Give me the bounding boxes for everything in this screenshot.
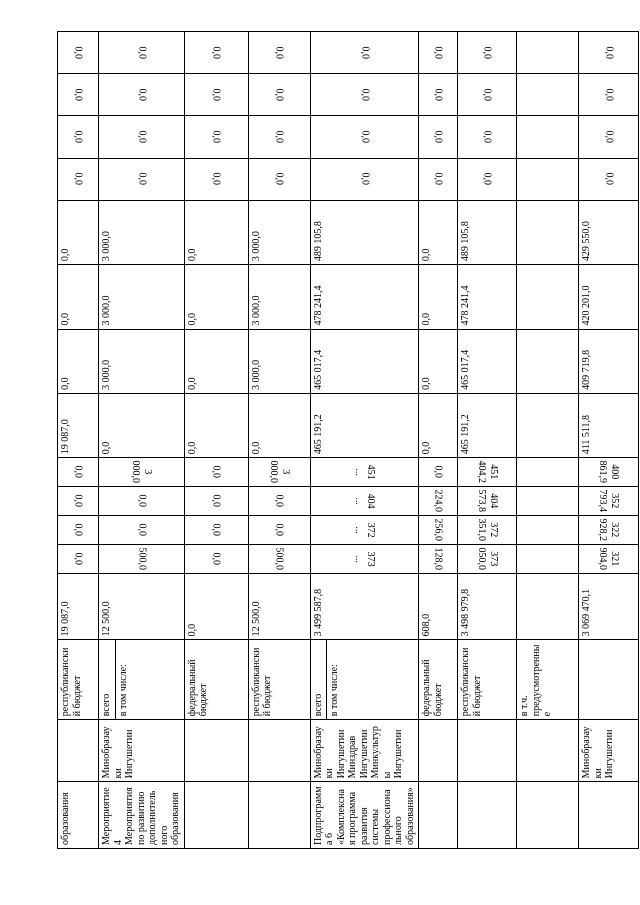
year-value-cell: [58, 74, 99, 116]
year-value-cell: 0,0: [184, 393, 248, 457]
year-value-cell: [58, 544, 99, 573]
funding-source-cell: федеральный бюджет: [184, 640, 248, 720]
year-value-cell: [310, 458, 419, 487]
year-value-cell: 0,0: [248, 393, 310, 457]
year-value-text: 322 928,2: [597, 518, 620, 541]
year-value-cell: 0,0: [419, 200, 458, 264]
executor-cell: [517, 720, 579, 782]
year-value-text: 0,0: [432, 172, 444, 186]
funding-source-part: в том числе:: [115, 640, 132, 719]
year-value-text: 0,0: [72, 494, 84, 508]
year-value-text: 0,0: [481, 172, 493, 186]
total-cell: 19 087,0: [58, 573, 99, 640]
year-value-cell: 0,0: [419, 265, 458, 329]
total-cell: 608,0: [419, 573, 458, 640]
year-value-cell: [419, 516, 458, 545]
year-value-cell: [517, 458, 579, 487]
year-value-cell: [517, 329, 579, 393]
funding-source-part: всего: [101, 693, 112, 717]
year-value-cell: [419, 32, 458, 74]
year-value-cell: [99, 158, 185, 200]
year-value-cell: [579, 32, 639, 74]
year-value-cell: [58, 516, 99, 545]
executor-cell: [458, 720, 517, 782]
year-value-text: 0,0: [136, 130, 147, 144]
year-value-text: 0,0: [603, 172, 615, 186]
row-name-cell: [419, 782, 458, 849]
total-cell: 3 498 979,8: [458, 573, 517, 640]
year-value-text: 0,0: [72, 523, 84, 537]
year-value-cell: 465 017,4: [458, 329, 517, 393]
row-name-cell: [248, 782, 310, 849]
year-value-cell: 478 241,4: [310, 265, 419, 329]
year-value-cell: [310, 74, 419, 116]
year-value-text: 0,0: [72, 172, 84, 186]
year-value-cell: [58, 158, 99, 200]
year-value-cell: [184, 158, 248, 200]
year-value-text: 400 861,9: [597, 460, 620, 484]
year-value-cell: [579, 458, 639, 487]
year-value-text: 0,0: [273, 494, 285, 508]
year-value-text: 0,0: [603, 88, 615, 102]
year-value-cell: 0,0: [58, 329, 99, 393]
table-row: [58, 32, 99, 849]
year-value-text: 0,0: [273, 172, 285, 186]
year-value-cell: [310, 158, 419, 200]
year-value-cell: [458, 74, 517, 116]
year-value-cell: 465 191,2: [310, 393, 419, 457]
year-value-text: 128,0: [432, 547, 444, 570]
year-value-cell: [310, 487, 419, 516]
year-value-cell: 411 511,8: [579, 393, 639, 457]
year-value-cell: 465 191,2: [458, 393, 517, 457]
total-cell: 3 069 470,1: [579, 573, 639, 640]
year-value-text: 0,0: [359, 46, 370, 59]
year-value-text: 0,0: [432, 46, 444, 59]
year-value-text: 0,0: [210, 523, 222, 537]
year-value-text: 451 404,2: [476, 460, 499, 484]
year-value-cell: 0,0: [184, 200, 248, 264]
year-value-text: 0,0: [136, 46, 147, 59]
year-value-cell: [58, 458, 99, 487]
year-value-cell: [517, 544, 579, 573]
table-row: [419, 32, 458, 849]
year-value-cell: [99, 116, 185, 158]
year-value-cell: [184, 544, 248, 573]
table-row: [458, 32, 517, 849]
table-row: [248, 32, 310, 849]
budget-table: [57, 31, 639, 849]
year-value-cell: [184, 74, 248, 116]
year-value-text: 0,0: [210, 494, 222, 508]
year-value-text: 0,0: [481, 46, 493, 59]
year-value-cell: [517, 32, 579, 74]
year-value-cell: 429 550,0: [579, 200, 639, 264]
year-value-text: 500,0: [273, 547, 285, 570]
funding-source-cell: [579, 640, 639, 720]
year-value-cell: [248, 116, 310, 158]
year-value-text: 0,0: [210, 552, 222, 566]
year-value-text: 0,0: [210, 88, 222, 102]
year-value-cell: 0,0: [419, 393, 458, 457]
year-value-cell: [248, 158, 310, 200]
year-value-cell: 3 000,0: [248, 329, 310, 393]
year-value-cell: 19 087,0: [58, 393, 99, 457]
year-value-cell: 0,0: [184, 329, 248, 393]
rotated-page: [57, 31, 620, 849]
year-value-text: 0,0: [72, 88, 84, 102]
executor-cell: Минобразауки Ингушетии: [99, 720, 185, 782]
year-value-cell: [419, 544, 458, 573]
year-value-cell: [58, 116, 99, 158]
year-value-cell: [184, 32, 248, 74]
year-value-text: 0,0: [359, 172, 370, 186]
year-value-cell: [517, 265, 579, 329]
year-value-text: 3 000,0: [268, 460, 291, 484]
year-value-cell: [579, 544, 639, 573]
year-value-cell: 409 719,8: [579, 329, 639, 393]
table-row: [310, 32, 419, 849]
funding-source-cell: в т.ч. предусмотренные: [517, 640, 579, 720]
year-value-cell: [184, 458, 248, 487]
row-name-cell: образования: [58, 782, 99, 849]
year-value-cell: [579, 487, 639, 516]
funding-source-cell: республиканский бюджет: [458, 640, 517, 720]
year-value-cell: 3 000,0: [248, 200, 310, 264]
row-name-cell: [517, 782, 579, 849]
funding-source-cell: республиканский бюджет: [248, 640, 310, 720]
year-value-text: 0,0: [359, 88, 370, 102]
funding-source-cell: [310, 640, 419, 720]
year-value-cell: [517, 200, 579, 264]
year-value-text: 0,0: [481, 88, 493, 102]
year-value-text: 0,0: [72, 46, 84, 59]
total-cell: [517, 573, 579, 640]
year-value-text: 0,0: [359, 130, 370, 144]
executor-cell: Минобразауки Ингушетии: [579, 720, 639, 782]
year-value-cell: [458, 158, 517, 200]
year-value-cell: [248, 32, 310, 74]
year-value-cell: 478 241,4: [458, 265, 517, 329]
funding-source-part: в том числе:: [326, 640, 343, 719]
table-row: [99, 32, 185, 849]
table-row: [184, 32, 248, 849]
year-value-cell: [310, 116, 419, 158]
row-name-cell: Подпрограмма 6 «Комплексная программа развития системы профессионального образования»: [310, 782, 419, 849]
year-value-text: 0,0: [432, 130, 444, 144]
year-value-cell: 489 105,8: [310, 200, 419, 264]
year-value-cell: [184, 116, 248, 158]
row-name-cell: [579, 782, 639, 849]
year-value-cell: [248, 544, 310, 573]
year-value-text: 0,0: [273, 88, 285, 102]
year-value-cell: [99, 544, 185, 573]
funding-source-part: всего: [312, 693, 324, 717]
year-value-text: 0,0: [72, 552, 84, 566]
table-row: [517, 32, 579, 849]
total-cell: 0,0: [184, 573, 248, 640]
year-value-cell: [517, 116, 579, 158]
year-value-cell: [99, 516, 185, 545]
year-value-text: 372 351,0: [476, 518, 499, 541]
year-value-cell: [58, 32, 99, 74]
year-value-cell: [458, 458, 517, 487]
year-value-cell: 420 201,0: [579, 265, 639, 329]
year-value-text: 352 793,4: [597, 489, 620, 513]
year-value-cell: [517, 487, 579, 516]
year-value-cell: [419, 158, 458, 200]
year-value-cell: [184, 487, 248, 516]
year-value-text: 0,0: [603, 130, 615, 144]
year-value-cell: 0,0: [99, 393, 185, 457]
executor-cell: [248, 720, 310, 782]
year-value-cell: [248, 74, 310, 116]
total-cell: 12 500,0: [99, 573, 185, 640]
funding-source-cell: республиканский бюджет: [58, 640, 99, 720]
year-value-cell: [458, 32, 517, 74]
table-body: [58, 32, 639, 849]
total-cell: 12 500,0: [248, 573, 310, 640]
year-value-cell: [310, 516, 419, 545]
year-value-cell: 0,0: [58, 265, 99, 329]
year-value-text: 0,0: [72, 465, 84, 479]
year-value-cell: 3 000,0: [99, 329, 185, 393]
year-value-cell: [99, 74, 185, 116]
year-value-cell: 489 105,8: [458, 200, 517, 264]
year-value-text: 404 ...: [353, 493, 376, 509]
year-value-text: 0,0: [136, 523, 147, 537]
year-value-cell: [517, 158, 579, 200]
year-value-text: 500,0: [136, 547, 147, 570]
year-value-text: 0,0: [136, 88, 147, 102]
year-value-text: 0,0: [210, 130, 222, 144]
year-value-cell: [310, 544, 419, 573]
year-value-text: 373 ...: [353, 551, 376, 567]
row-name-cell: [184, 782, 248, 849]
year-value-text: 404 573,8: [476, 489, 499, 513]
year-value-text: 372 ...: [353, 522, 376, 538]
year-value-text: 0,0: [603, 46, 615, 59]
year-value-text: 0,0: [432, 88, 444, 102]
year-value-cell: [579, 158, 639, 200]
year-value-cell: [458, 516, 517, 545]
year-value-cell: [458, 487, 517, 516]
year-value-cell: 0,0: [184, 265, 248, 329]
year-value-cell: [419, 74, 458, 116]
year-value-text: 3 000,0: [130, 460, 153, 484]
year-value-text: 0,0: [72, 130, 84, 144]
year-value-text: 0,0: [273, 523, 285, 537]
year-value-cell: [248, 516, 310, 545]
year-value-cell: [517, 74, 579, 116]
year-value-cell: [99, 458, 185, 487]
year-value-cell: [458, 544, 517, 573]
year-value-cell: [579, 516, 639, 545]
year-value-cell: 3 000,0: [99, 265, 185, 329]
year-value-text: 0,0: [432, 465, 444, 479]
year-value-text: 0,0: [210, 172, 222, 186]
funding-source-cell: федеральный бюджет: [419, 640, 458, 720]
table-row: [579, 32, 639, 849]
year-value-cell: [99, 32, 185, 74]
year-value-text: 0,0: [210, 465, 222, 479]
year-value-cell: [248, 487, 310, 516]
executor-cell: Минобразауки Ингушетии Минздрав Ингушетии Минкультуры Ингушетии: [310, 720, 419, 782]
year-value-text: 0,0: [273, 130, 285, 144]
year-value-cell: [419, 487, 458, 516]
year-value-cell: 0,0: [58, 200, 99, 264]
year-value-cell: 0,0: [419, 329, 458, 393]
year-value-text: 0,0: [481, 130, 493, 144]
year-value-text: 451 ...: [353, 464, 376, 480]
row-name-cell: [458, 782, 517, 849]
year-value-text: 224,0: [432, 489, 444, 513]
year-value-cell: 465 017,4: [310, 329, 419, 393]
year-value-cell: [419, 458, 458, 487]
year-value-text: 0,0: [136, 172, 147, 186]
year-value-text: 321 904,0: [597, 547, 620, 570]
year-value-cell: [517, 393, 579, 457]
year-value-cell: [184, 516, 248, 545]
year-value-cell: [579, 74, 639, 116]
year-value-cell: [248, 458, 310, 487]
year-value-cell: [579, 116, 639, 158]
total-cell: 3 499 587,8: [310, 573, 419, 640]
executor-cell: [419, 720, 458, 782]
year-value-cell: 3 000,0: [99, 200, 185, 264]
year-value-cell: [310, 32, 419, 74]
year-value-cell: [99, 487, 185, 516]
year-value-cell: 3 000,0: [248, 265, 310, 329]
year-value-cell: [517, 516, 579, 545]
year-value-text: 0,0: [210, 46, 222, 59]
executor-cell: [58, 720, 99, 782]
funding-source-cell: [99, 640, 185, 720]
executor-cell: [184, 720, 248, 782]
year-value-cell: [419, 116, 458, 158]
year-value-cell: [458, 116, 517, 158]
year-value-text: 0,0: [136, 494, 147, 508]
year-value-text: 256,0: [432, 518, 444, 541]
year-value-text: 0,0: [273, 46, 285, 59]
year-value-text: 373 050,0: [476, 547, 499, 570]
year-value-cell: [58, 487, 99, 516]
row-name-cell: Мероприятие 4 Мероприятия по развитию дополнительного образования: [99, 782, 185, 849]
